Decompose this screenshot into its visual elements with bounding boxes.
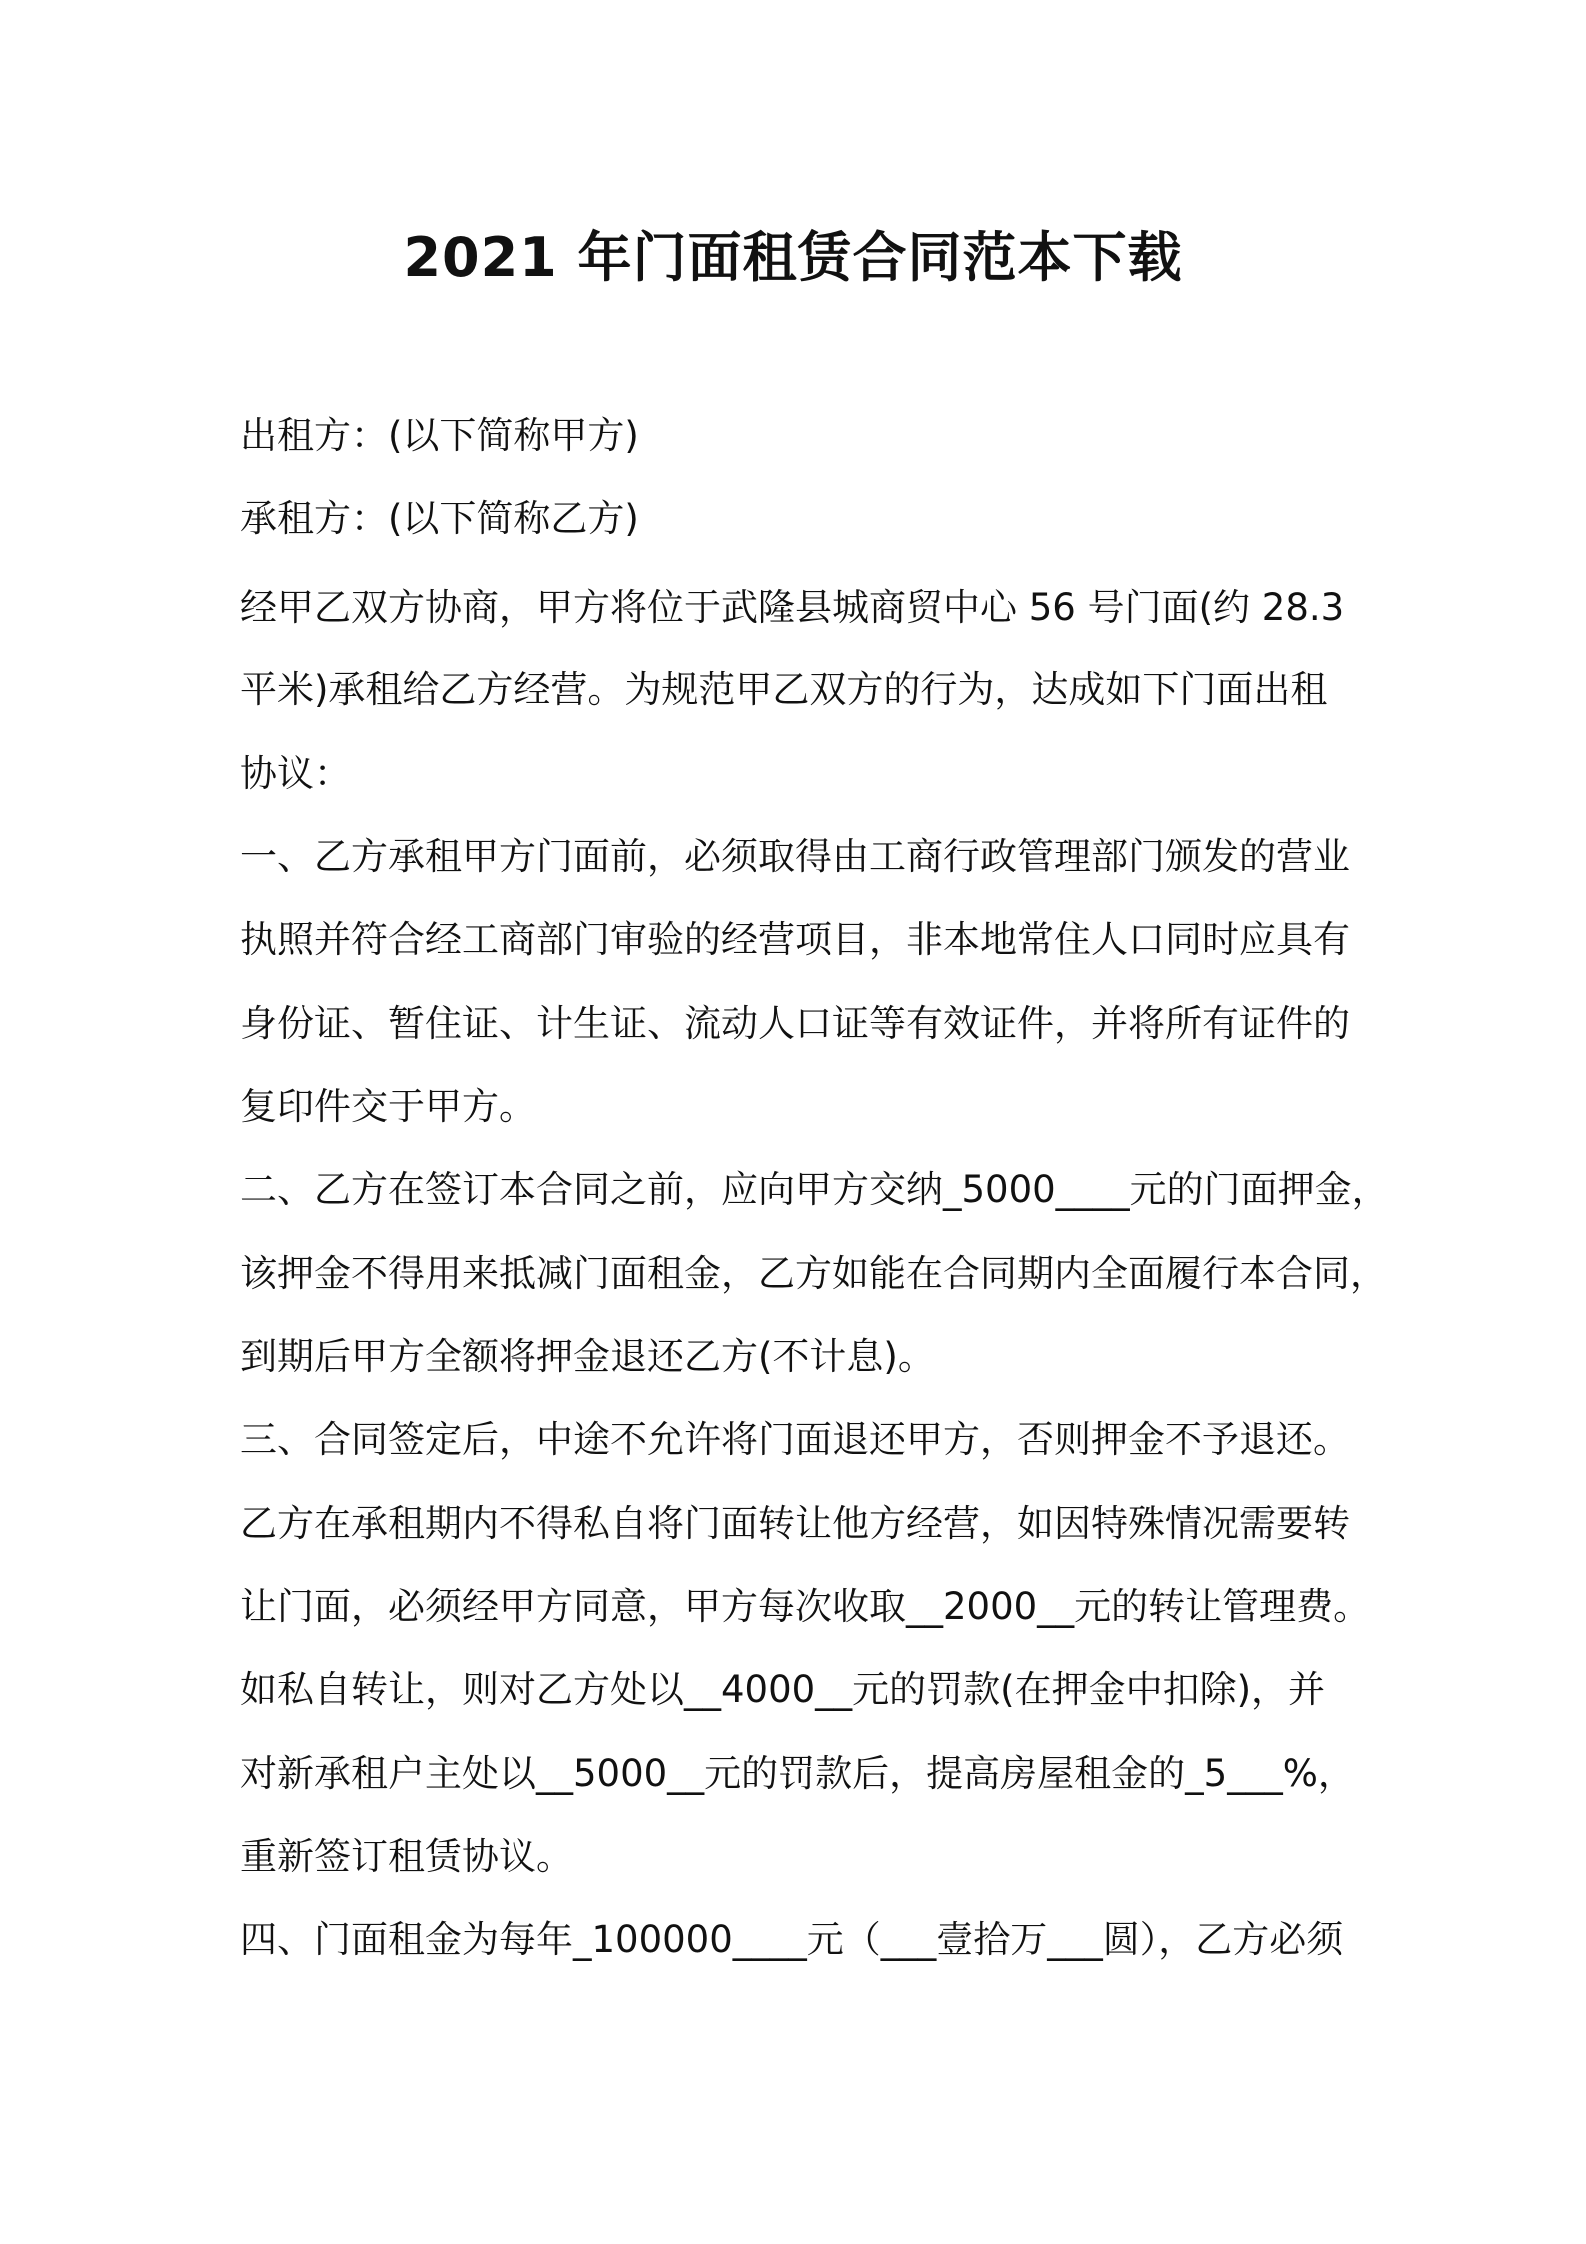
text-line-intro-1: 经甲乙双方协商，甲方将位于武隆县城商贸中心 56 号门面(约 28.3: [240, 586, 1345, 629]
text-line-clause-1c: 身份证、暂住证、计生证、流动人口证等有效证件，并将所有证件的: [240, 1002, 1350, 1045]
text-line-intro-3: 协议：: [240, 752, 351, 795]
text-line-clause-1a: 一、乙方承租甲方门面前，必须取得由工商行政管理部门颁发的营业: [240, 835, 1350, 878]
text-line-clause-2a: 二、乙方在签订本合同之前，应向甲方交纳_5000____元的门面押金，: [240, 1168, 1389, 1211]
text-line-lessee: 承租方：(以下简称乙方): [240, 497, 639, 540]
text-line-clause-1d: 复印件交于甲方。: [240, 1085, 536, 1128]
text-line-intro-2: 平米)承租给乙方经营。为规范甲乙双方的行为，达成如下门面出租: [240, 668, 1328, 711]
text-line-clause-3f: 重新签订租赁协议。: [240, 1835, 573, 1878]
text-line-clause-3a: 三、合同签定后，中途不允许将门面退还甲方，否则押金不予退还。: [240, 1418, 1350, 1461]
text-line-clause-1b: 执照并符合经工商部门审验的经营项目，非本地常住人口同时应具有: [240, 918, 1350, 961]
text-line-clause-2b: 该押金不得用来抵减门面租金，乙方如能在合同期内全面履行本合同，: [240, 1252, 1387, 1295]
text-line-clause-4a: 四、门面租金为每年_100000____元（___壹拾万___圆），乙方必须: [240, 1918, 1344, 1961]
text-line-clause-2c: 到期后甲方全额将押金退还乙方(不计息)。: [240, 1335, 935, 1378]
text-line-lessor: 出租方：(以下简称甲方): [240, 414, 639, 457]
text-line-clause-3b: 乙方在承租期内不得私自将门面转让他方经营，如因特殊情况需要转: [240, 1502, 1350, 1545]
text-line-clause-3e: 对新承租户主处以__5000__元的罚款后，提高房屋租金的_5___%，: [240, 1752, 1355, 1795]
document-title: 2021 年门面租赁合同范本下载: [403, 226, 1183, 289]
text-line-clause-3d: 如私自转让，则对乙方处以__4000__元的罚款(在押金中扣除)，并: [240, 1668, 1326, 1711]
text-line-clause-3c: 让门面，必须经甲方同意，甲方每次收取__2000__元的转让管理费。: [240, 1585, 1371, 1628]
